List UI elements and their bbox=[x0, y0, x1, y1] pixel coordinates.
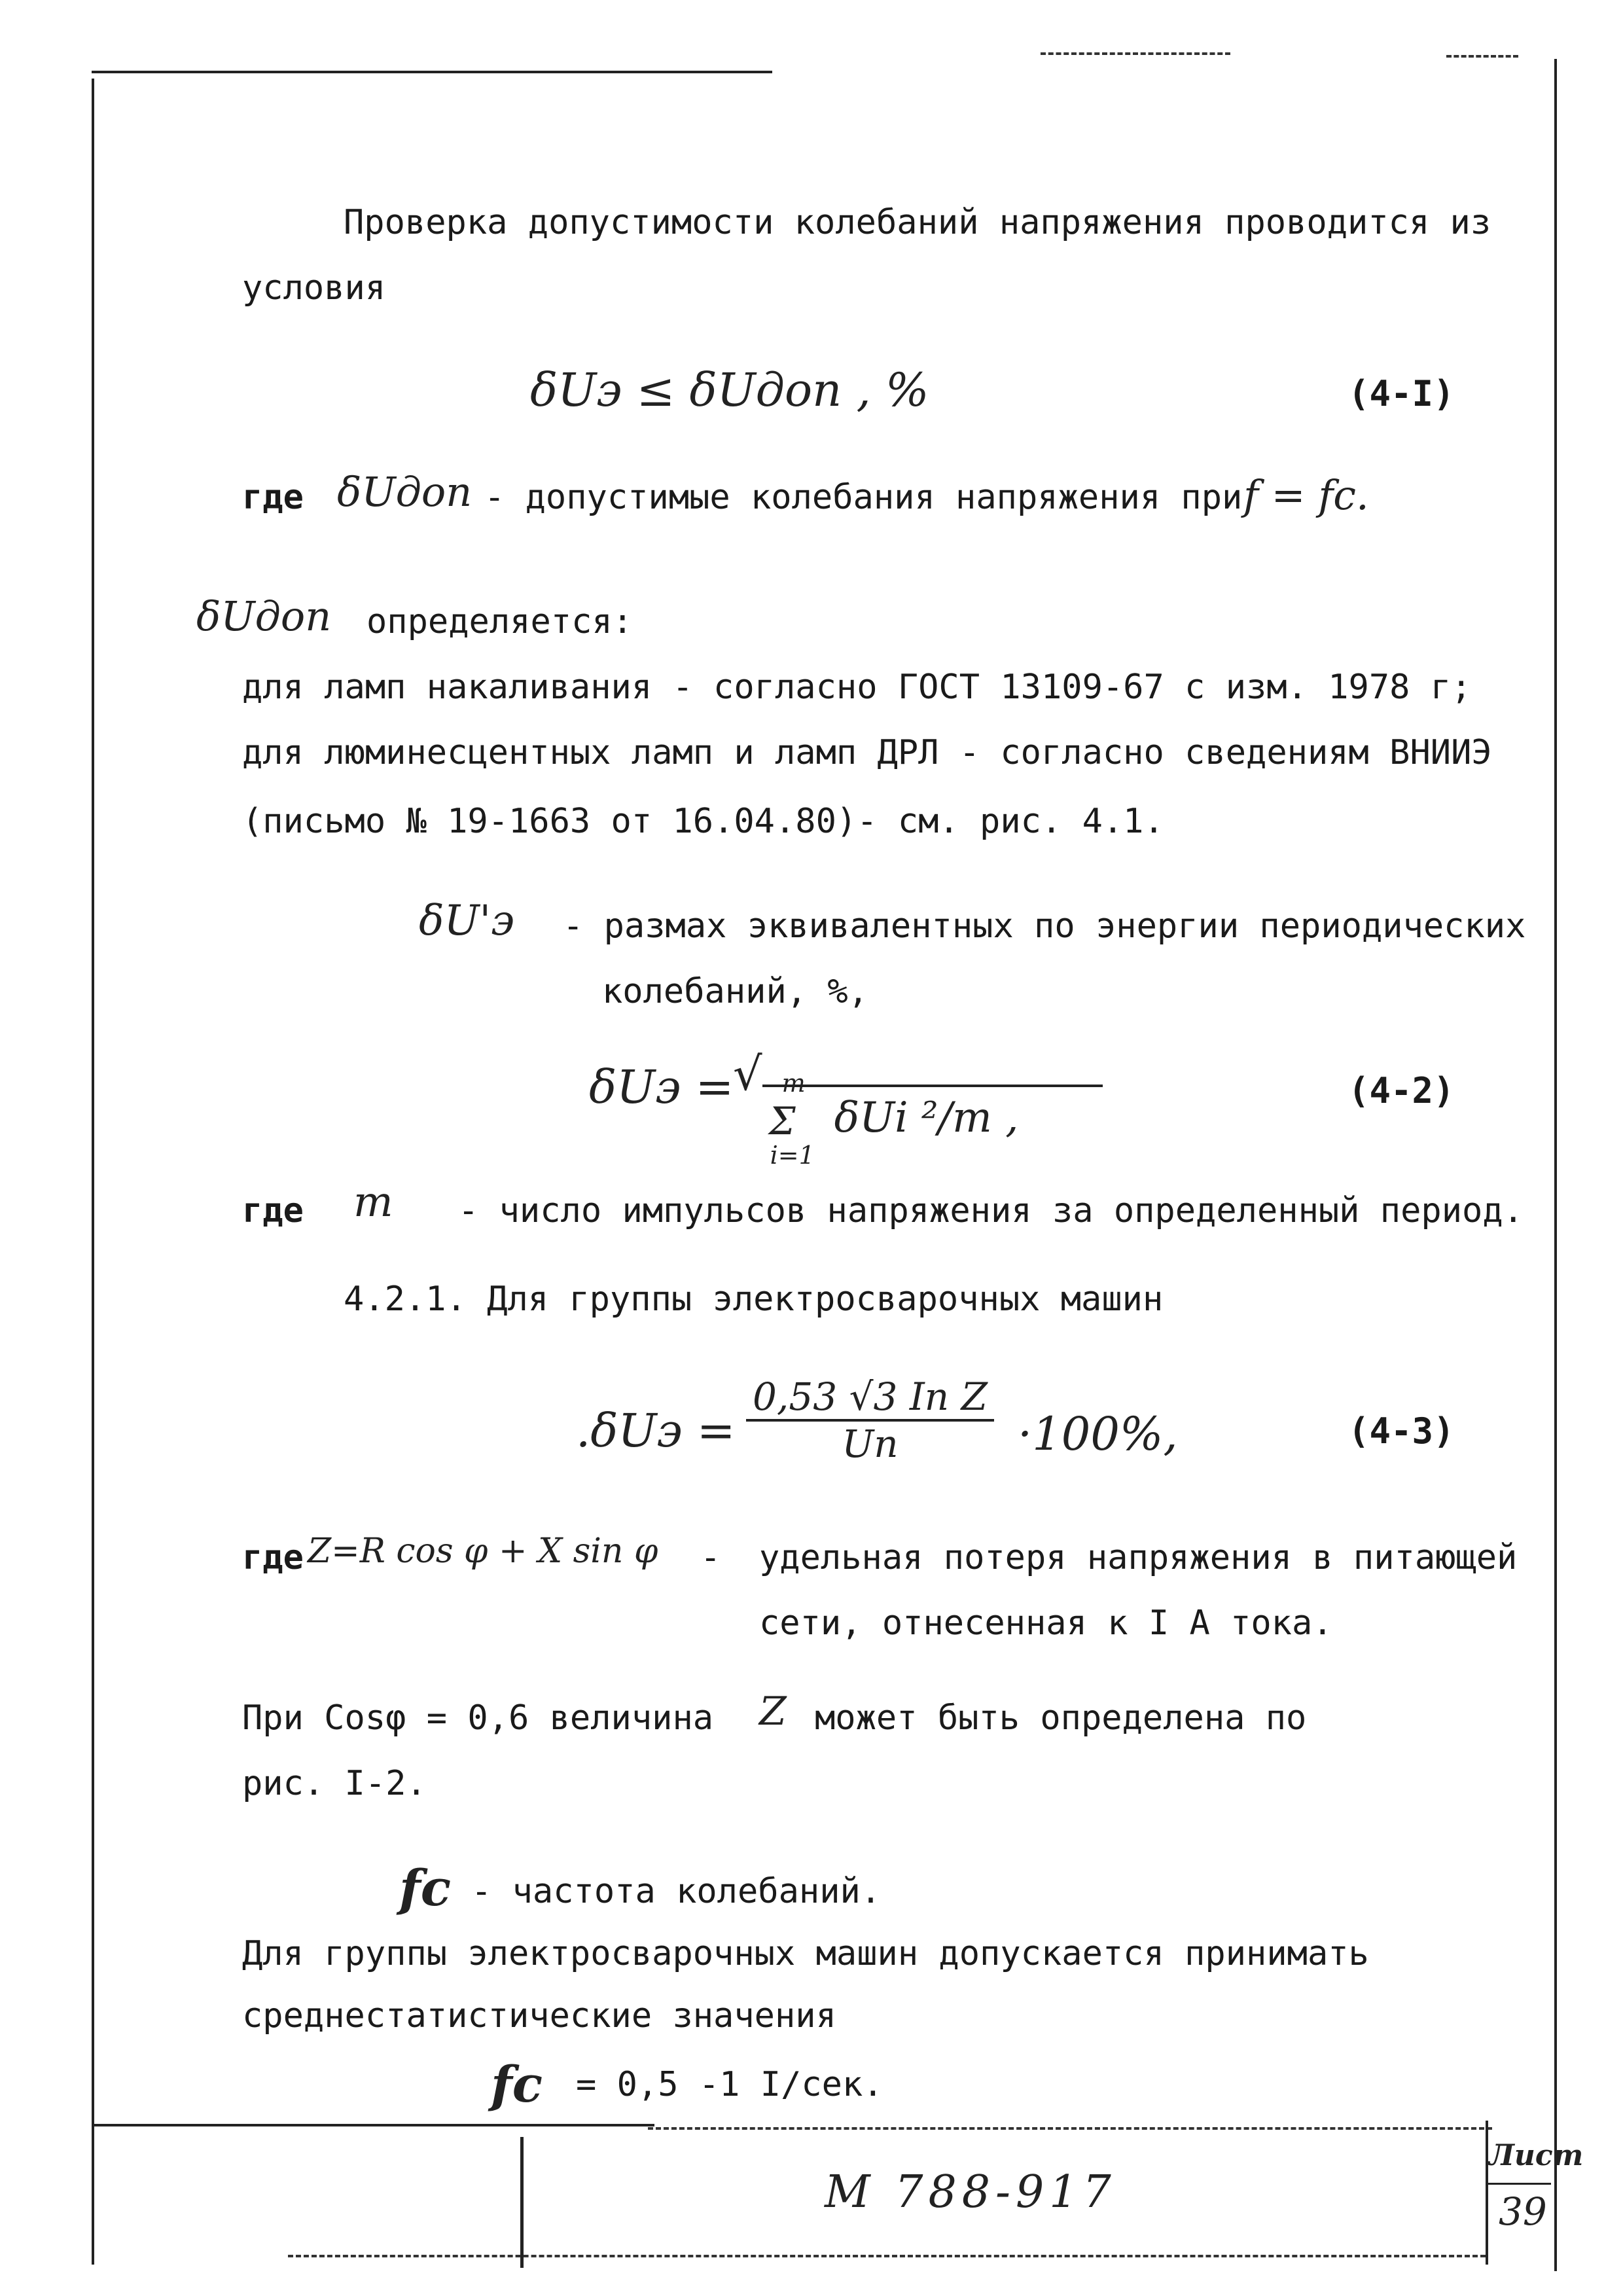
paragraph-check-cont: условия bbox=[242, 268, 386, 308]
due-text-2: колебаний, %, bbox=[602, 972, 868, 1011]
equation-number-4-1: (4-I) bbox=[1348, 373, 1455, 414]
where-label-3: где bbox=[242, 1538, 304, 1577]
stamp-document-code: М 788-917 bbox=[825, 2166, 1116, 2218]
left-border-line bbox=[92, 79, 94, 2265]
symbol-fc-value: fc bbox=[491, 2055, 543, 2113]
formula-4-3-fraction bbox=[746, 1374, 994, 1466]
stamp-bottom-line bbox=[288, 2255, 1486, 2257]
lamp-line-1: для ламп накаливания - согласно ГОСТ 13109-67 с изм. 1978 г; bbox=[242, 668, 1472, 707]
formula-4-2-sqrt bbox=[733, 1047, 1103, 1170]
top-border-line bbox=[92, 71, 772, 73]
sum-body: δUi ²/m , bbox=[834, 1094, 1019, 1142]
symbol-f-fc: f = fc. bbox=[1243, 471, 1369, 519]
symbol-m: m bbox=[353, 1178, 393, 1227]
lamp-line-3: (письмо № 19-1663 от 16.04.80)- см. рис. 4.1. bbox=[242, 802, 1164, 841]
paragraph-last-1: Для группы электросварочных машин допускается принимать bbox=[242, 1934, 1369, 1973]
right-border-line bbox=[1554, 59, 1557, 2271]
section-4-2-1: 4.2.1. Для группы электросварочных машин bbox=[344, 1280, 1164, 1319]
sum-bottom: i=1 bbox=[770, 1141, 815, 1170]
stamp-vertical-left bbox=[520, 2137, 524, 2268]
top-border-dash bbox=[1041, 52, 1230, 55]
formula-4-3-left: .δUэ = bbox=[576, 1404, 736, 1458]
symbol-du-e-prime: δU'э bbox=[419, 897, 514, 945]
stamp-top-line-right bbox=[648, 2127, 1492, 2130]
formula-4-1: δUэ ≤ δUдоп , % bbox=[530, 363, 929, 417]
equation-number-4-2: (4-2) bbox=[1348, 1070, 1455, 1111]
sqrt-sign: √ bbox=[733, 1047, 762, 1101]
equation-number-4-3: (4-3) bbox=[1348, 1410, 1455, 1452]
sum-top: m bbox=[781, 1069, 806, 1098]
fraction-numerator: 0,53 √3 Iп Z bbox=[746, 1374, 994, 1422]
stamp-list-divider bbox=[1486, 2183, 1551, 2185]
formula-4-3-tail: ·100%, bbox=[1018, 1407, 1178, 1461]
where-text-m: - число импульсов напряжения за определенный период. bbox=[458, 1191, 1524, 1230]
symbol-du-dop: δUдоп bbox=[337, 468, 473, 516]
symbol-fc: fc bbox=[399, 1859, 451, 1917]
symbol-du-dop-2: δUдоп bbox=[196, 592, 332, 640]
cos-line-part-b: может быть определена по bbox=[815, 1698, 1307, 1738]
where-text-z-2: сети, отнесенная к I А тока. bbox=[759, 1604, 1333, 1643]
fc-value: = 0,5 -1 I/сек. bbox=[576, 2065, 883, 2104]
cos-line-part-a: При Cosφ = 0,6 величина bbox=[242, 1698, 714, 1738]
where-text-z-1: удельная потеря напряжения в питающей bbox=[759, 1538, 1518, 1577]
paragraph-last-2: среднестатистические значения bbox=[242, 1996, 836, 2036]
fraction-denominator: Uп bbox=[842, 1422, 899, 1466]
where-text-dop: - допустимые колебания напряжения при bbox=[484, 478, 1243, 517]
formula-z: Z=R cos φ + X sin φ bbox=[308, 1532, 658, 1571]
due-text-1: - размах эквивалентных по энергии периодических bbox=[563, 906, 1526, 946]
lamp-line-2: для люминесцентных ламп и ламп ДРЛ - согласно сведениям ВНИИЭ bbox=[242, 733, 1492, 772]
stamp-list-label: Лист bbox=[1489, 2139, 1584, 2172]
where-dash-3: - bbox=[700, 1538, 721, 1577]
sum-sign: Σ bbox=[768, 1099, 796, 1143]
fc-text: - частота колебаний. bbox=[471, 1872, 882, 1911]
where-label-2: где bbox=[242, 1191, 304, 1230]
stamp-list-number: 39 bbox=[1499, 2189, 1547, 2234]
stamp-top-line-left bbox=[92, 2124, 654, 2126]
cos-line-2: рис. I-2. bbox=[242, 1764, 427, 1803]
paragraph-check: Проверка допустимости колебаний напряжения проводится из bbox=[344, 203, 1491, 242]
dop-defined-text: определяется: bbox=[366, 602, 633, 641]
sqrt-body bbox=[762, 1069, 1103, 1170]
top-border-dash-right bbox=[1446, 55, 1518, 58]
stamp-vertical-right bbox=[1486, 2121, 1488, 2265]
where-label: где bbox=[242, 478, 304, 517]
cos-line-z: Z bbox=[759, 1689, 787, 1734]
formula-4-2-left: δUэ = bbox=[589, 1060, 734, 1114]
